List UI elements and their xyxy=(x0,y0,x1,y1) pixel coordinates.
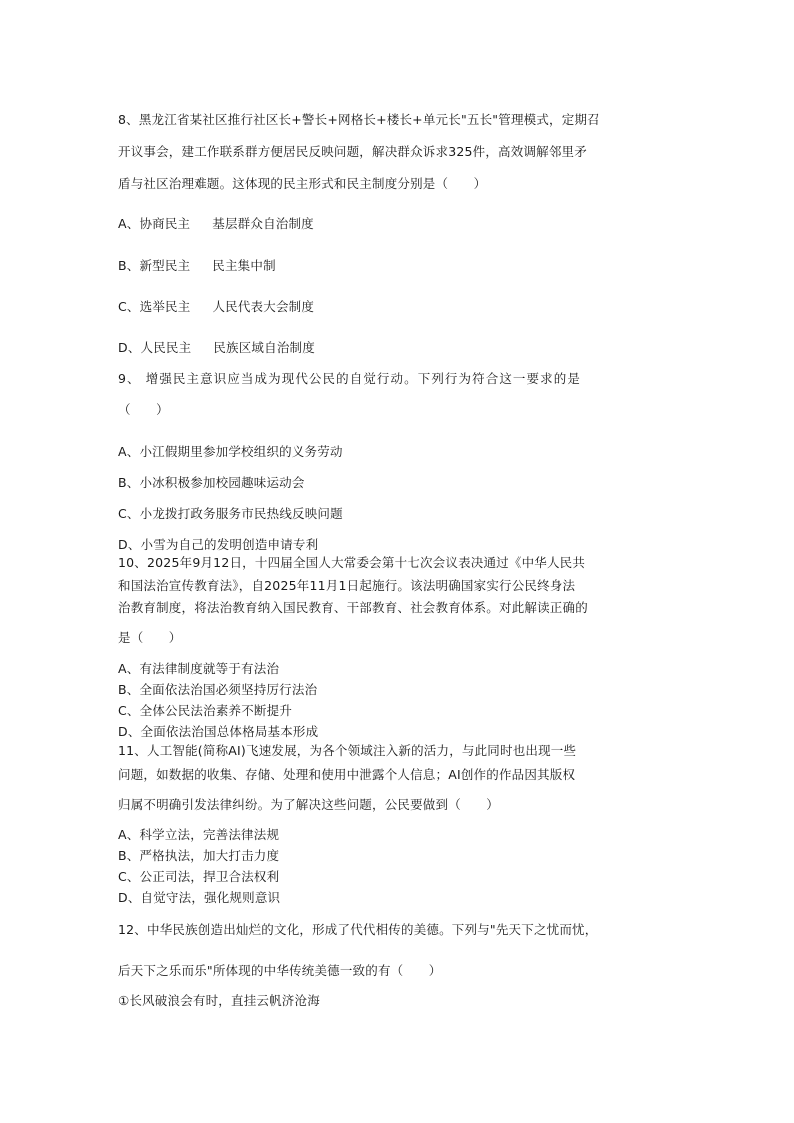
q11-stem-line-2: 问题，如数据的收集、存储、处理和使用中泄露个人信息；AI创作的作品因其版权 xyxy=(118,767,576,782)
q10-stem-line-1: 10、2025年9月12日，十四届全国人大常委会第十七次会议表决通过《中华人民共 xyxy=(118,555,586,570)
q8-option-b-text: 民主集中制 xyxy=(212,258,276,273)
q11-option-a: A、科学立法，完善法律法规 xyxy=(118,827,280,842)
q8-option-b xyxy=(118,258,678,274)
q8-option-a-key: A、协商民主 xyxy=(118,216,191,231)
q9-stem-line-1: 9、 增强民主意识应当成为现代公民的自觉行动。下列行为符合这一要求的是 xyxy=(118,371,581,386)
q12-stem-line-1: 12、中华民族创造出灿烂的文化，形成了代代相传的美德。下列与"先天下之忧而忧， xyxy=(118,922,598,937)
q10-option-c: C、全体公民法治素养不断提升 xyxy=(118,703,293,718)
q9-option-b: B、小冰积极参加校园趣味运动会 xyxy=(118,475,305,490)
q9-option-a: A、小江假期里参加学校组织的义务劳动 xyxy=(118,444,343,459)
q9-stem-line-2: （ ） xyxy=(118,402,169,417)
q11-stem-line-3: 归属不明确引发法律纠纷。为了解决这些问题，公民要做到（ ） xyxy=(118,797,500,812)
q10-option-d: D、全面依法治国总体格局基本形成 xyxy=(118,724,319,739)
q11-stem-line-1: 11、人工智能(简称AI)飞速发展，为各个领域注入新的活力，与此同时也出现一些 xyxy=(118,743,577,758)
q8-option-c-text: 人民代表大会制度 xyxy=(212,299,315,314)
q10-stem-line-2: 和国法治宣传教育法》，自2025年11月1日起施行。该法明确国家实行公民终身法 xyxy=(118,578,576,593)
q12-stem-line-2: 后天下之乐而乐"所体现的中华传统美德一致的有（ ） xyxy=(118,963,442,978)
q8-option-a-text: 基层群众自治制度 xyxy=(212,216,314,231)
q12-option-1: ①长风破浪会有时，直挂云帆济沧海 xyxy=(118,993,320,1008)
q10-stem-line-3: 治教育制度，将法治教育纳入国民教育、干部教育、社会教育体系。对此解读正确的 xyxy=(118,600,588,615)
q10-option-a: A、有法律制度就等于有法治 xyxy=(118,661,280,676)
q10-stem-line-4: 是（ ） xyxy=(118,630,182,645)
q8-option-a xyxy=(118,216,678,232)
q11-option-d: D、自觉守法，强化规则意识 xyxy=(118,890,281,905)
q8-option-c-key: C、选举民主 xyxy=(118,299,191,314)
q8-stem-line-1: 8、黑龙江省某社区推行社区长+警长+网格长+楼长+单元长"五长"管理模式，定期召 xyxy=(118,112,600,127)
q8-option-d xyxy=(118,340,678,356)
q8-option-b-key: B、新型民主 xyxy=(118,258,191,273)
q11-option-b: B、严格执法，加大打击力度 xyxy=(118,848,280,863)
q8-option-d-text: 民族区域自治制度 xyxy=(213,340,315,355)
q8-stem-line-3: 盾与社区治理难题。这体现的民主形式和民主制度分别是（ ） xyxy=(118,176,487,191)
q10-option-b: B、全面依法治国必须坚持厉行法治 xyxy=(118,682,318,697)
q8-stem-line-2: 开议事会，建工作联系群方便居民反映问题，解决群众诉求325件，高效调解邻里矛 xyxy=(118,144,587,159)
q11-option-c: C、公正司法，捍卫合法权利 xyxy=(118,869,280,884)
q8-option-d-key: D、人民民主 xyxy=(118,340,192,355)
q9-option-d: D、小雪为自己的发明创造申请专利 xyxy=(118,537,319,552)
q9-option-c: C、小龙拨打政务服务市民热线反映问题 xyxy=(118,506,343,521)
q8-option-c xyxy=(118,299,678,315)
